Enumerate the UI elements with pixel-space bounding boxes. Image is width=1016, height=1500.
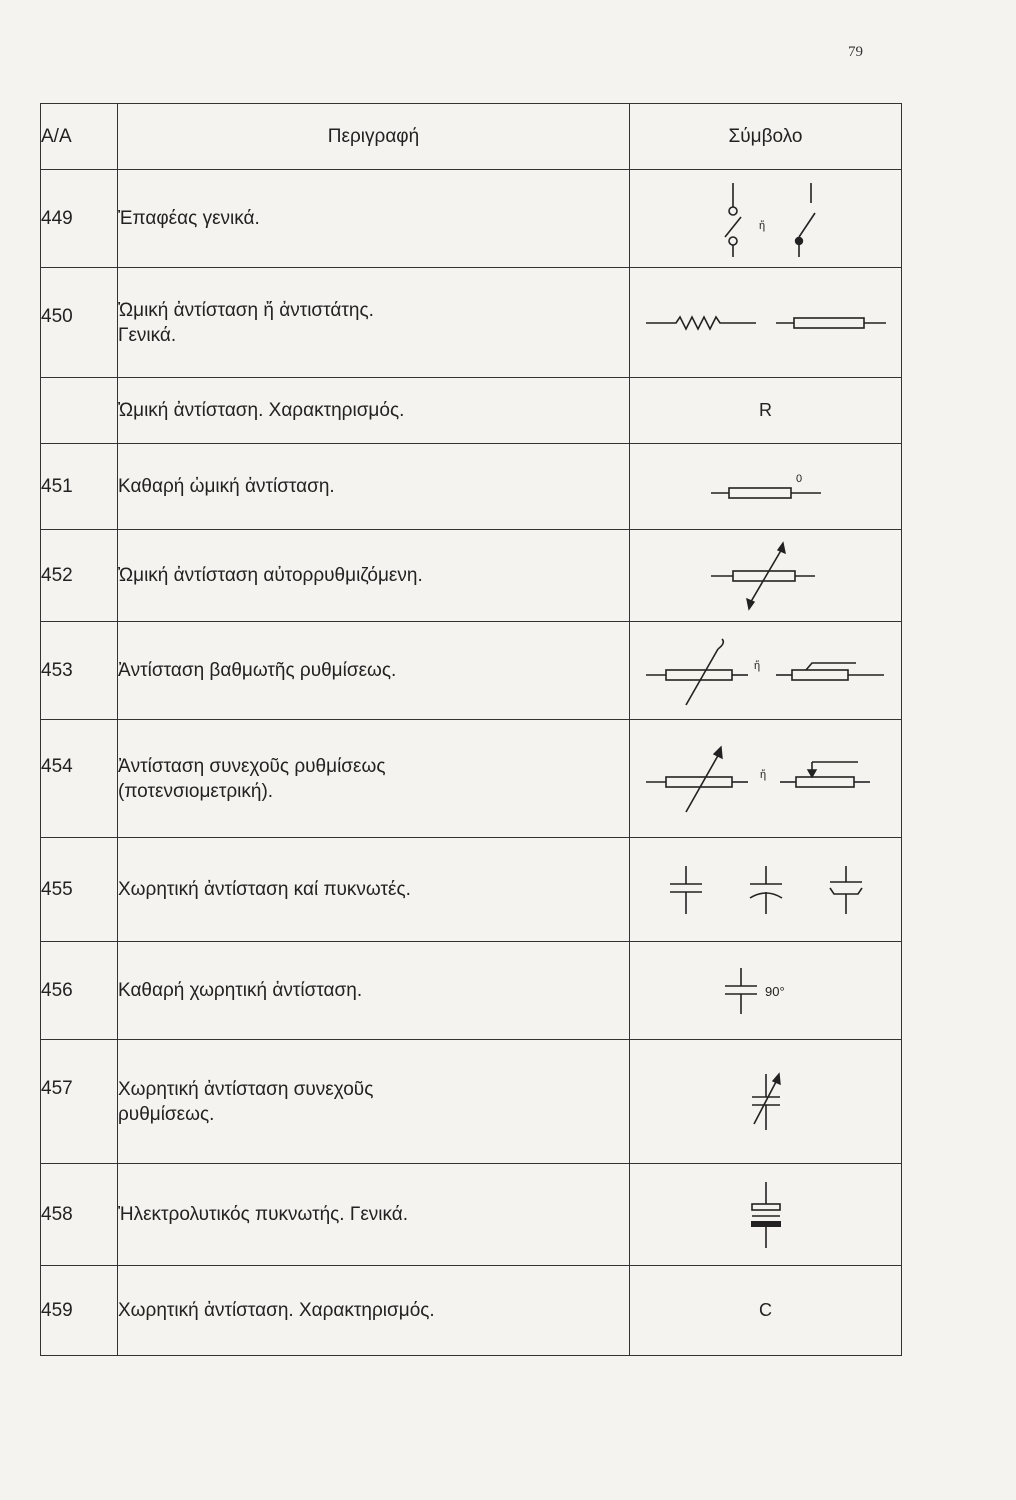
row-symbol [630,622,902,720]
row-description [118,622,630,720]
description-line: Ἠλεκτρολυτικός πυκνωτής. Γενικά. [118,1204,409,1225]
row-description [118,268,630,378]
table-row [41,378,902,444]
row-description [118,838,630,942]
row-description [118,720,630,838]
description-line: Ἀντίσταση συνεχοῦς ρυθμίσεως [118,755,386,777]
table-row [41,622,902,720]
table-row [41,720,902,838]
or-label: ἤ [758,219,765,232]
or-label: ἤ [759,768,766,781]
row-description [118,1266,630,1356]
table-row [41,530,902,622]
row-description [118,1164,630,1266]
row-number: 452 [41,530,118,622]
description-line: (ποτενσιομετρική). [118,780,274,802]
table-row [41,170,902,268]
row-symbol [630,1040,902,1164]
potentiometer-icon [646,744,886,814]
table-row [41,268,902,378]
table-row [41,444,902,530]
row-symbol [630,942,902,1040]
page-number: 79 [848,44,863,60]
header-description: Περιγραφή [118,104,630,170]
header-aa: Α/Α [41,104,118,170]
description-line: Ὠμική ἀντίσταση αὐτορρυθμιζόμενη. [118,565,423,586]
description-line: Ἐπαφέας γενικά. [118,208,260,229]
contact-switch-icon [711,179,821,259]
row-number: 450 [41,268,118,378]
row-number: 451 [41,444,118,530]
row-symbol [630,1164,902,1266]
row-symbol [630,268,902,378]
description-line: Γενικά. [118,324,177,346]
variable-capacitor-icon [736,1072,796,1132]
description-line: Ὠμική ἀντίσταση ἤ ἀντιστάτης. [118,299,374,321]
row-number: 456 [41,942,118,1040]
row-number: 455 [41,838,118,942]
table-row [41,1266,902,1356]
table-row [41,942,902,1040]
row-description [118,1040,630,1164]
row-number [41,378,118,444]
or-label: ἤ [753,659,760,672]
resistor-icon [646,311,886,335]
row-symbol [630,720,902,838]
table-row [41,1040,902,1164]
description-line: Ἀντίσταση βαθμωτῆς ρυθμίσεως. [118,660,397,681]
stepped-resistor-icon [646,635,886,707]
description-line: Καθαρή χωρητική ἀντίσταση. [118,980,363,1001]
row-description [118,444,630,530]
table-row [41,838,902,942]
row-symbol [630,444,902,530]
capacitor-icon [666,862,866,918]
row-description [118,170,630,268]
row-symbol [630,838,902,942]
table-row [41,1164,902,1266]
pure-capacitor-icon [711,966,821,1016]
symbols-table [40,103,902,1356]
row-number: 453 [41,622,118,720]
phase-angle-label: 90° [764,983,785,999]
row-number: 457 [41,1040,118,1164]
row-symbol [630,1266,902,1356]
row-symbol [630,530,902,622]
description-line: Χωρητική ἀντίσταση καί πυκνωτές. [118,879,411,900]
self-adjusting-resistor-icon [711,541,821,611]
row-number: 459 [41,1266,118,1356]
description-line: Χωρητική ἀντίσταση συνεχοῦς [118,1078,374,1100]
row-number: 458 [41,1164,118,1266]
row-number: 454 [41,720,118,838]
row-number: 449 [41,170,118,268]
header-symbol: Σύμβολο [630,104,902,170]
description-line: Καθαρή ὠμική ἀντίσταση. [118,476,335,497]
pure-resistor-icon [711,469,821,505]
description-line: ρυθμίσεως. [118,1103,215,1125]
resistance-letter: R [759,399,772,420]
row-description [118,378,630,444]
row-symbol [630,170,902,268]
row-description [118,530,630,622]
description-line: Ὠμική ἀντίσταση. Χαρακτηρισμός. [118,400,405,421]
capacitance-letter: C [759,1299,772,1320]
description-line: Χωρητική ἀντίσταση. Χαρακτηρισμός. [118,1300,435,1321]
row-description [118,942,630,1040]
zero-phase-label: 0 [795,472,802,485]
electrolytic-capacitor-icon [736,1180,796,1250]
row-symbol [630,378,902,444]
table-header-row [41,104,902,170]
